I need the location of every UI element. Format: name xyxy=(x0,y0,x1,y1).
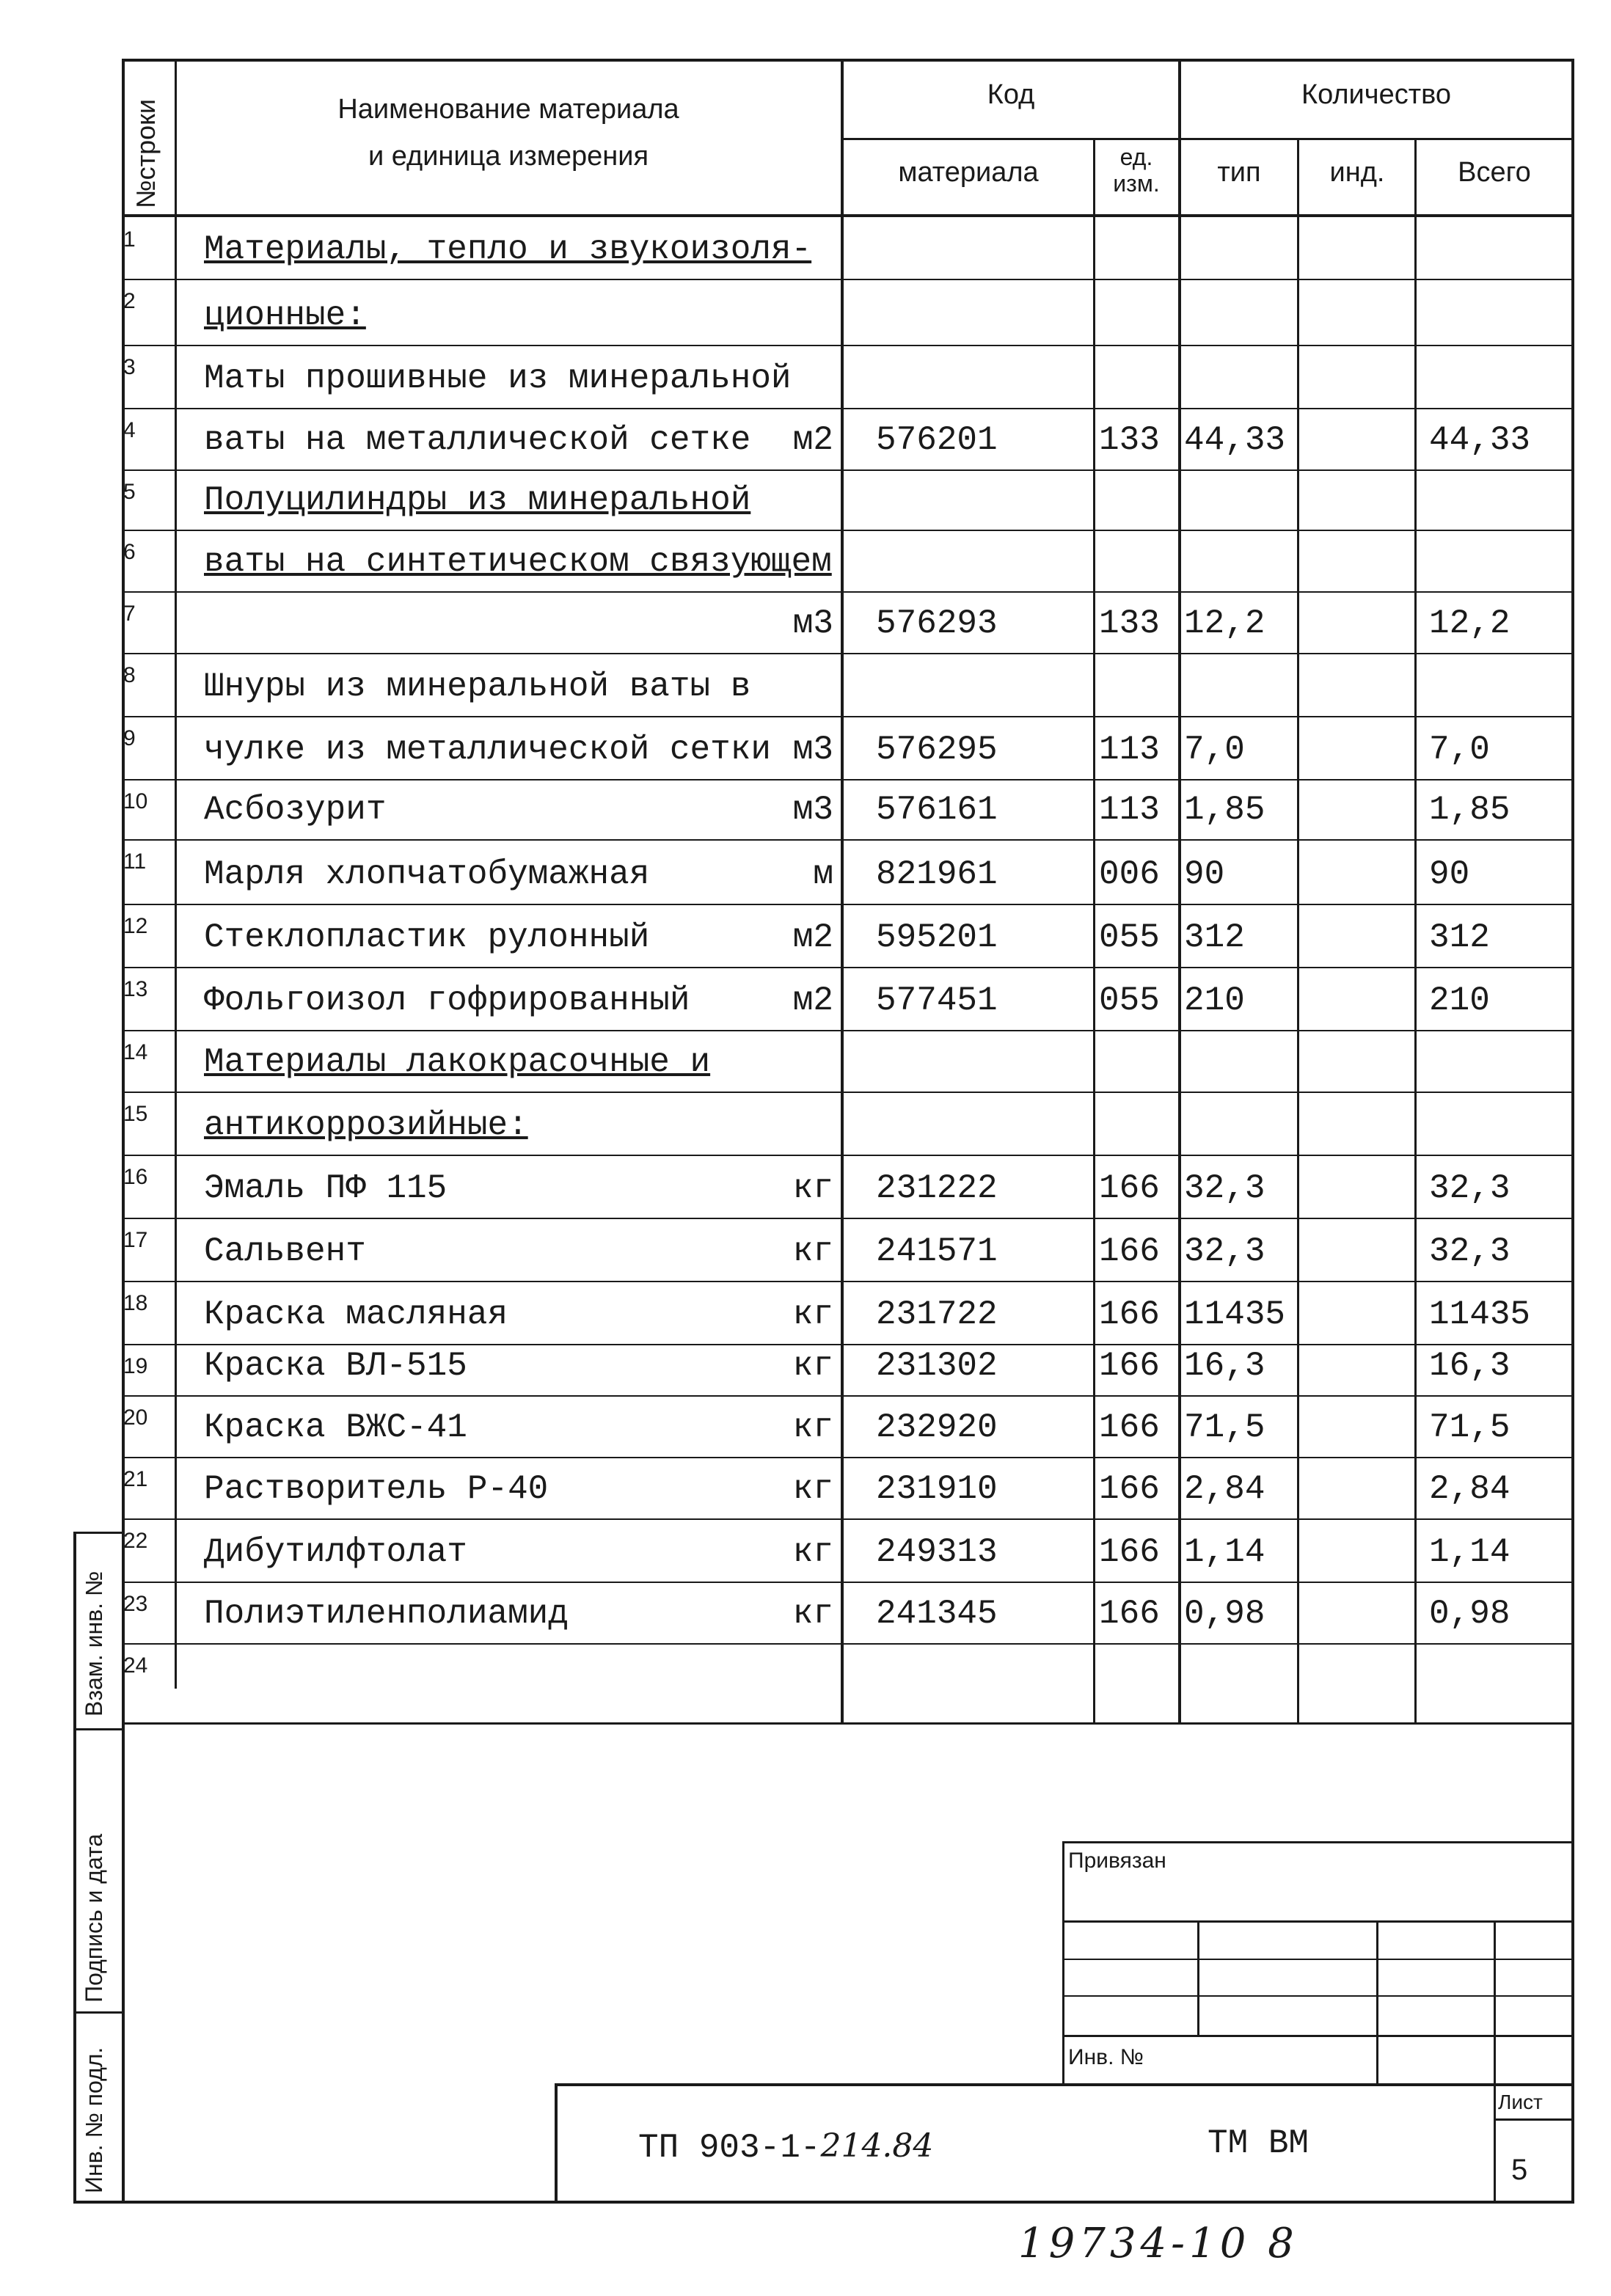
unit-code: 166 xyxy=(1099,1169,1160,1207)
inv-podl-label: Инв. № подл. xyxy=(81,2047,107,2193)
material-name: Полуцилиндры из минеральной xyxy=(204,481,751,519)
unit-code: 133 xyxy=(1099,604,1160,643)
code-header: Код xyxy=(987,79,1035,110)
code-unit-header: ед. изм. xyxy=(1113,144,1160,197)
row-number: 11 xyxy=(123,849,147,874)
material-name: Материалы лакокрасочные и xyxy=(204,1043,711,1081)
unit-code: 166 xyxy=(1099,1295,1160,1334)
material-name: Марля хлопчатобумажная xyxy=(204,855,650,893)
qty-type: 32,3 xyxy=(1184,1232,1265,1271)
material-code: 576295 xyxy=(876,731,998,769)
unit-code: 006 xyxy=(1099,855,1160,893)
material-name: Стеклопластик рулонный xyxy=(204,918,650,957)
material-code: 249313 xyxy=(876,1533,998,1571)
material-code: 232920 xyxy=(876,1408,998,1447)
qty-total: 312 xyxy=(1429,918,1490,957)
archive-number: 19734-10 8 xyxy=(1018,2220,1298,2267)
unit-code: 166 xyxy=(1099,1232,1160,1271)
qty-type: 16,3 xyxy=(1184,1347,1265,1385)
qty-total: 11435 xyxy=(1429,1295,1531,1334)
material-name: антикоррозийные: xyxy=(204,1106,528,1144)
qty-type: 90 xyxy=(1184,855,1225,893)
sheet-label: Лист xyxy=(1498,2091,1543,2113)
qty-total: 44,33 xyxy=(1429,421,1531,459)
material-code: 576161 xyxy=(876,791,998,829)
qty-total: 16,3 xyxy=(1429,1347,1510,1385)
row-number: 5 xyxy=(123,480,136,504)
unit-code: 166 xyxy=(1099,1470,1160,1508)
row-number: 23 xyxy=(123,1592,148,1616)
material-name: ваты на металлической сетке xyxy=(204,421,751,459)
material-code: 241571 xyxy=(876,1232,998,1271)
unit-of-measure: кг xyxy=(792,1408,833,1447)
unit-of-measure: кг xyxy=(792,1169,833,1207)
material-name: Полиэтиленполиамид xyxy=(204,1595,569,1633)
qty-type: 11435 xyxy=(1184,1295,1286,1334)
qty-total: 0,98 xyxy=(1429,1595,1510,1633)
material-name: ционные: xyxy=(204,296,366,334)
podpis-data-label: Подпись и дата xyxy=(81,1833,107,2003)
unit-code: 133 xyxy=(1099,421,1160,459)
material-code: 821961 xyxy=(876,855,998,893)
material-code: 577451 xyxy=(876,981,998,1020)
code-material-header: материала xyxy=(898,157,1039,188)
row-number: 2 xyxy=(123,289,136,313)
row-number: 9 xyxy=(123,726,136,750)
qty-total: 12,2 xyxy=(1429,604,1510,643)
unit-of-measure: кг xyxy=(792,1533,833,1571)
material-code: 231910 xyxy=(876,1470,998,1508)
row-number: 4 xyxy=(123,418,136,442)
material-name: Фольгоизол гофрированный xyxy=(204,981,690,1020)
unit-code: 055 xyxy=(1099,918,1160,957)
row-number: 10 xyxy=(123,789,148,814)
qty-total: 1,85 xyxy=(1429,791,1510,829)
unit-of-measure: кг xyxy=(792,1232,833,1271)
qty-type: 0,98 xyxy=(1184,1595,1265,1633)
row-number: 24 xyxy=(123,1653,148,1678)
material-name: Асбозурит xyxy=(204,791,387,829)
qty-type: 1,14 xyxy=(1184,1533,1265,1571)
row-number: 19 xyxy=(123,1354,148,1378)
row-number: 7 xyxy=(123,602,136,626)
qty-total: 210 xyxy=(1429,981,1490,1020)
unit-of-measure: м2 xyxy=(792,981,833,1020)
material-name: чулке из металлической сетки xyxy=(204,731,771,769)
material-name: Сальвент xyxy=(204,1232,366,1271)
qty-total-header: Всего xyxy=(1458,157,1531,188)
qty-total: 32,3 xyxy=(1429,1232,1510,1271)
material-name: ваты на синтетическом связующем xyxy=(204,543,832,581)
unit-of-measure: м2 xyxy=(792,421,833,459)
unit-of-measure: кг xyxy=(792,1595,833,1633)
unit-of-measure: м xyxy=(813,855,833,893)
qty-ind-header: инд. xyxy=(1329,157,1385,188)
unit-of-measure: м3 xyxy=(792,791,833,829)
vzam-inv-label: Взам. инв. № xyxy=(81,1571,107,1716)
row-number: 16 xyxy=(123,1165,148,1189)
qty-type-header: тип xyxy=(1217,157,1261,188)
document-code-handwritten: 214.84 xyxy=(820,2127,934,2165)
qty-total: 2,84 xyxy=(1429,1470,1510,1508)
row-number-header xyxy=(122,62,175,214)
row-number: 22 xyxy=(123,1529,148,1553)
qty-type: 2,84 xyxy=(1184,1470,1265,1508)
sheet-number: 5 xyxy=(1511,2154,1528,2186)
unit-of-measure: кг xyxy=(792,1470,833,1508)
qty-type: 44,33 xyxy=(1184,421,1286,459)
row-number: 17 xyxy=(123,1228,148,1252)
material-code: 231722 xyxy=(876,1295,998,1334)
material-name: Краска масляная xyxy=(204,1295,508,1334)
row-number: 14 xyxy=(123,1040,148,1064)
qty-total: 7,0 xyxy=(1429,731,1490,769)
row-number: 15 xyxy=(123,1102,148,1126)
qty-type: 312 xyxy=(1184,918,1245,957)
qty-total: 1,14 xyxy=(1429,1533,1510,1571)
qty-total: 90 xyxy=(1429,855,1470,893)
qty-type: 7,0 xyxy=(1184,731,1245,769)
document-code xyxy=(638,2127,933,2167)
unit-code: 055 xyxy=(1099,981,1160,1020)
unit-of-measure: кг xyxy=(792,1295,833,1334)
material-name: Маты прошивные из минеральной xyxy=(204,359,792,398)
name-header-line1: Наименование материала xyxy=(337,94,679,125)
unit-of-measure: кг xyxy=(792,1347,833,1385)
row-number: 18 xyxy=(123,1291,148,1315)
unit-code: 166 xyxy=(1099,1595,1160,1633)
qty-type: 210 xyxy=(1184,981,1245,1020)
material-name: Растворитель Р-40 xyxy=(204,1470,549,1508)
material-name: Материалы, тепло и звукоизоля- xyxy=(204,230,812,268)
qty-type: 71,5 xyxy=(1184,1408,1265,1447)
document-code-printed: ТП 903-1- xyxy=(638,2129,821,2167)
material-code: 576293 xyxy=(876,604,998,643)
unit-of-measure: м3 xyxy=(792,604,833,643)
material-code: 576201 xyxy=(876,421,998,459)
row-number: 6 xyxy=(123,540,136,564)
unit-of-measure: м2 xyxy=(792,918,833,957)
qty-total: 32,3 xyxy=(1429,1169,1510,1207)
row-number: 3 xyxy=(123,355,136,379)
row-number: 8 xyxy=(123,663,136,687)
material-code: 241345 xyxy=(876,1595,998,1633)
material-name: Эмаль ПФ 115 xyxy=(204,1169,448,1207)
material-name: Краска ВЛ-515 xyxy=(204,1347,467,1385)
qty-type: 1,85 xyxy=(1184,791,1265,829)
section-code: ТМ ВМ xyxy=(1208,2124,1309,2162)
material-name: Дибутилфтолат xyxy=(204,1533,467,1571)
unit-code: 166 xyxy=(1099,1533,1160,1571)
row-number: 13 xyxy=(123,977,148,1001)
unit-code: 166 xyxy=(1099,1347,1160,1385)
row-number: 12 xyxy=(123,914,148,938)
material-code: 595201 xyxy=(876,918,998,957)
qty-total: 71,5 xyxy=(1429,1408,1510,1447)
unit-code: 113 xyxy=(1099,791,1160,829)
material-name: Краска ВЖС-41 xyxy=(204,1408,467,1447)
row-number-header-text: №строки xyxy=(131,98,161,208)
quantity-header: Количество xyxy=(1301,79,1452,110)
unit-code: 113 xyxy=(1099,731,1160,769)
qty-type: 32,3 xyxy=(1184,1169,1265,1207)
row-number: 1 xyxy=(123,227,136,252)
unit-code: 166 xyxy=(1099,1408,1160,1447)
inv-no-label: Инв. № xyxy=(1068,2045,1144,2069)
privyazan-label: Привязан xyxy=(1068,1849,1166,1873)
row-number: 20 xyxy=(123,1405,148,1430)
material-code: 231302 xyxy=(876,1347,998,1385)
material-name: Шнуры из минеральной ваты в xyxy=(204,668,751,706)
qty-type: 12,2 xyxy=(1184,604,1265,643)
row-number: 21 xyxy=(123,1467,148,1491)
material-code: 231222 xyxy=(876,1169,998,1207)
name-header-line2: и единица измерения xyxy=(368,141,649,172)
unit-of-measure: м3 xyxy=(792,731,833,769)
